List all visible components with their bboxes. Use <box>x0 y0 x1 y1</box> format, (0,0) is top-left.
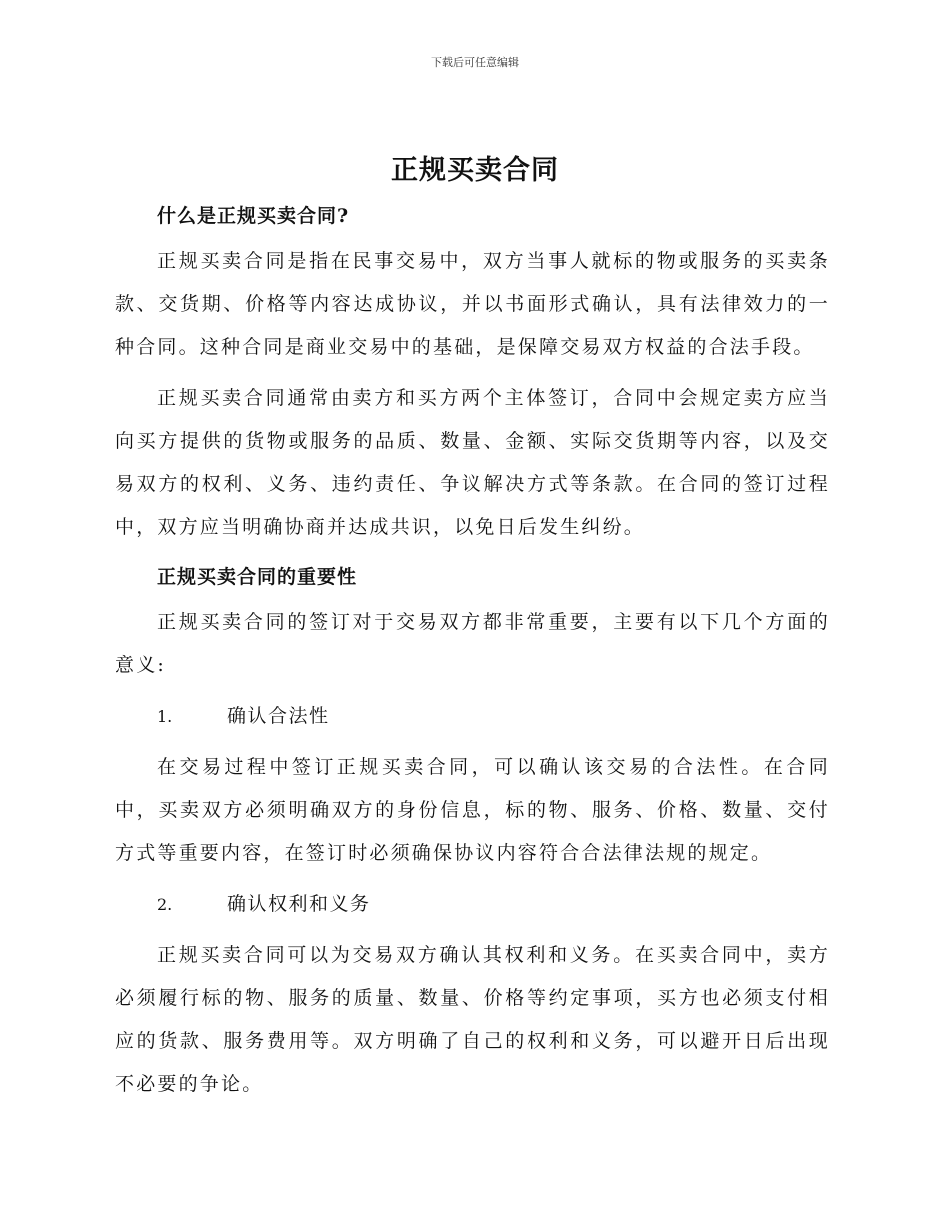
list-label: 确认权利和义务 <box>227 893 371 915</box>
page-header-note: 下载后可任意编辑 <box>431 56 519 69</box>
paragraph-legality: 在交易过程中签订正规买卖合同，可以确认该交易的合法性。在合同中，买卖双方必须明确双方的身份信息，标的物、服务、价格、数量、交付方式等重要内容，在签订时必须确保协议内容符合合法律法规的规定。 <box>115 756 830 864</box>
paragraph-rights: 正规买卖合同可以为交易双方确认其权利和义务。在买卖合同中，卖方必须履行标的物、服务的质量、数量、价格等约定事项，买方也必须支付相应的货款、服务费用等。双方明确了自己的权利和义务，可以避开日后出现不必要的争论。 <box>115 944 830 1095</box>
list-item-legality <box>115 695 830 738</box>
paragraph-definition: 正规买卖合同是指在民事交易中，双方当事人就标的物或服务的买卖条款、交货期、价格等内容达成协议，并以书面形式确认，具有法律效力的一种合同。这种合同是商业交易中的基础，是保障交易双方权益的合法手段。 <box>115 250 830 358</box>
paragraph-parties: 正规买卖合同通常由卖方和买方两个主体签订，合同中会规定卖方应当向买方提供的货物或服务的品质、数量、金额、实际交货期等内容，以及交易双方的权利、义务、违约责任、争议解决方式等条款。在合同的签订过程中，双方应当明确协商并达成共识，以免日后发生纠纷。 <box>115 387 830 538</box>
paragraph-importance-intro: 正规买卖合同的签订对于交易双方都非常重要，主要有以下几个方面的意义: <box>115 611 830 676</box>
section-heading-importance: 正规买卖合同的重要性 <box>157 566 358 588</box>
document-body <box>115 192 830 1106</box>
list-number: 1. <box>157 707 173 726</box>
section-heading-what-is: 什么是正规买卖合同? <box>157 205 350 227</box>
list-item-rights <box>115 883 830 926</box>
document-title: 正规买卖合同 <box>391 155 559 186</box>
list-label: 确认合法性 <box>227 705 330 727</box>
list-number: 2. <box>157 895 173 914</box>
